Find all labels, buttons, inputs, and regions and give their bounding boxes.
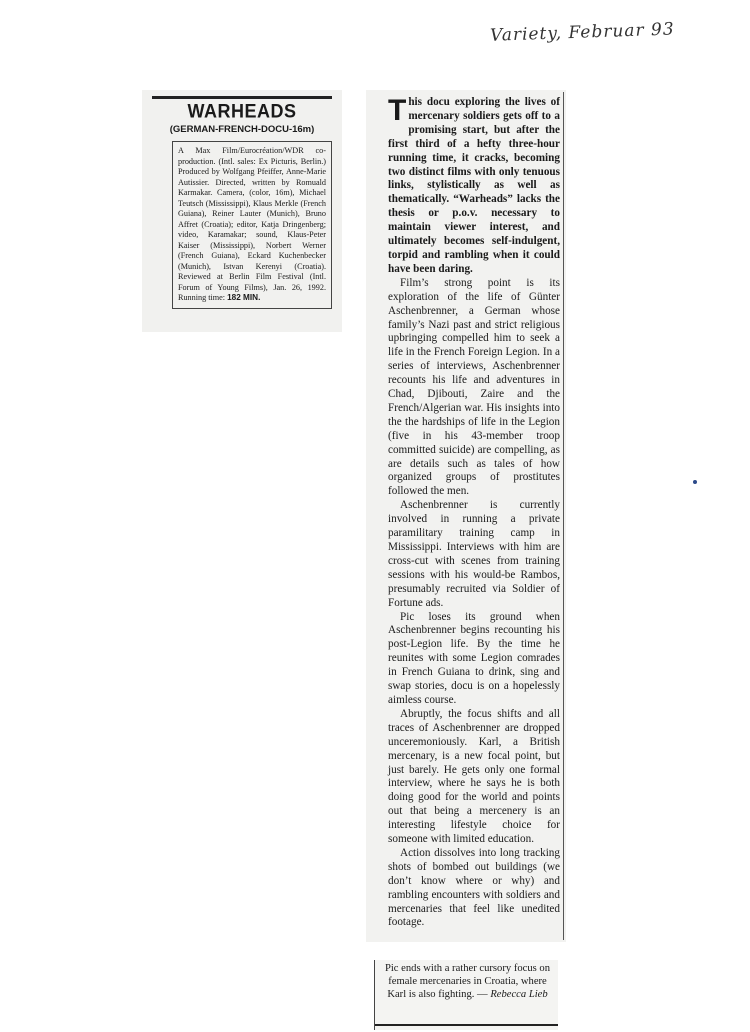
film-subtitle: (GERMAN-FRENCH-DOCU-16m) [169,124,315,135]
film-title: WARHEADS [187,99,297,122]
drop-cap: T [388,94,407,127]
running-time [178,293,260,302]
ending-rule [375,1024,558,1026]
credits-box [172,141,332,309]
running-time-value: 182 MIN. [227,293,261,302]
review-paragraph-1: Film’s strong point is its exploration of the life of Günter Aschenbrenner, a German whose family’s Nazi past and strict religious upbringing compelled him to seek a life in the French Foreign Legion. In a series of interviews, Aschenbrenner recounts his life and adventures in Chad, Djibouti, Zaire and the French/Algerian war. His insights into the the hardships of life in the Legion (five in his 43-member troop committed suicide) are compelling, as are details such as tales of how organized groups of prostitutes followed the men. [388,276,560,498]
ending-text: Pic ends with a rather cursory focus on female mercenaries in Croatia, where Karl is also fighting. — [384,963,551,1000]
handwritten-date-note: Variety, Februar 93 [489,19,675,46]
credits-text: A Max Film/Eurocréation/WDR co-production. (Intl. sales: Ex Picturis, Berlin.) Produced by Wolfgang Pfeiffer, Anne-Marie Autissier. Directed, written by Romuald Karmakar. Camera, (color, 16m), Michael Teutsch (Mississippi), Klaus Merkle (French Guiana), Reiner Lauter (Munich), Bruno Affret (Croatia); editor, Katja Dringenberg; video, Karamakar; sound, Klaus-Peter Kaiser (Mississippi), Norbert Werner (French Guiana), Eckard Kuchenbecker (Munich), Istvan Kerenyi (Croatia). Reviewed at Berlin Film Festival (Intl. Forum of Young Films), Jan. 26, 1992. [178,146,326,292]
credits-clipping [142,90,342,332]
review-paragraph-4: Abruptly, the focus shifts and all traces of Aschenbrenner are dropped unceremoniously. Karl, a British mercenary, is a new focal point, but just barely. He gets only one formal interview, where he says he is both doing good for the world and points out that being a mercenery is an interesting lifestyle choice for someone with limited education. [388,707,560,846]
review-body [388,96,560,930]
review-lead-paragraph: his docu exploring the lives of mercenary soldiers gets off to a promising start, but after the first third of a hefty three-hour running time, it cracks, becoming two distinct films with only tenuous links, stylistically as well as thematically. “Warheads” lacks the thesis or p.o.v. necessary to maintain viewer interest, and ultimately becomes self-indulgent, torpid and rambling when it could have been daring. [388,96,560,275]
review-paragraph-5: Action dissolves into long tracking shots of bombed out buildings (we don’t know where or why) and rambling encounters with soldiers and mercenaries that feel like unedited footage. [388,846,560,929]
running-time-label: Running time: [178,293,226,302]
review-clipping [366,90,566,942]
review-ending-clipping [374,960,558,1030]
title-rule [152,96,332,99]
review-paragraph-2: Aschenbrenner is currently involved in running a private paramilitary training camp in Mississippi. Interviews with him are cross-cut with scenes from training sessions with his would-be Rambos, presumably recruited via Soldier of Fortune ads. [388,499,560,609]
ending-text-block [383,962,552,1001]
pen-mark [693,480,697,484]
byline: Rebecca Lieb [490,989,548,1000]
column-rule [563,92,564,940]
review-paragraph-3: Pic loses its ground when Aschenbrenner begins recounting his post-Legion life. By the time he reunites with some Legion comrades in French Guiana to drink, sing and swap stories, docu is on a hopelessly aimless course. [388,610,560,706]
